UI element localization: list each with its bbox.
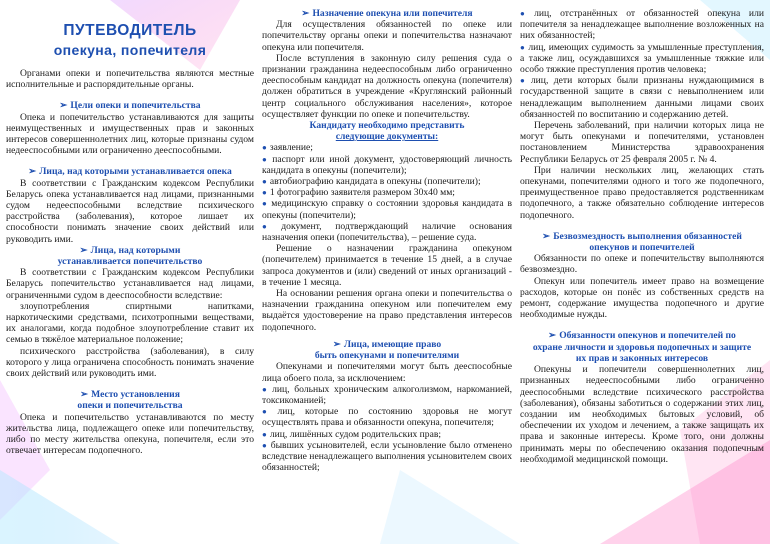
bullet-icon: ● <box>262 143 267 153</box>
bullet-icon: ● <box>262 440 268 450</box>
docs-list <box>262 142 512 243</box>
arrow-right-icon: ➢ <box>59 100 68 112</box>
bullet-icon: ● <box>262 154 270 164</box>
appoint-paragraph-1: Для осуществления обязанностей по опеке или попечительству органы опеки и попечительства назначают опекуна или попечителя. <box>262 19 512 53</box>
arrow-right-icon: ➢ <box>542 230 551 242</box>
arrow-right-icon: ➢ <box>301 8 310 19</box>
list-item: ● документ, подтверждающий наличие основания назначения опеки (попечительства), – решение суда. <box>262 220 512 244</box>
column-left <box>6 0 254 544</box>
brochure-title: ПУТЕВОДИТЕЛЬ <box>63 22 197 39</box>
arrow-right-icon: ➢ <box>28 166 37 178</box>
heading-free: ➢ Безвозмездность выполнения обязанностей опекунов и попечителей <box>542 230 742 254</box>
heading-popech: ➢ Лица, над которыми устанавливается попечительство <box>57 244 203 268</box>
list-item: ● медицинскую справку о состоянии здоровья кандидата в опекуны (попечители); <box>262 198 512 221</box>
appoint-paragraph-2: После вступления в законную силу решения суда о признании гражданина недееспособным либо ограниченно дееспособным кандидат на должность опекуна (попечителя) должен обратиться в учреждение «Круглянский районный центр социального обслуживания населения», которое осуществляет функции по опеке и попечительству. <box>262 52 512 120</box>
exclusions-list <box>262 384 512 474</box>
goals-paragraph: Опека и попечительство устанавливаются для защиты неимущественных и имущественных прав и законных интересов совершеннолетних лиц, которые признаны судом недееспособными или ограниченно дееспособными. <box>6 111 254 157</box>
heading-duties: ➢ Обязанности опекунов и попечителей по охране личности и здоровья подопечных и защите их прав и законных интересов <box>532 330 752 364</box>
bullet-icon: ● <box>262 188 267 198</box>
free-paragraph-2: Опекун или попечитель имеет право на возмещение расходов, которые он понёс из собственных средств на ремонт, содержание имущества подопечного и другие необходимые нужды. <box>520 275 764 321</box>
decision-paragraph-2: На основании решения органа опеки и попечительства о назначении гражданина опекуном или попечителем ему выдаётся удостоверение на право представления интересов подопечного. <box>262 288 512 333</box>
list-item: ● бывших усыновителей, если усыновление было отменено вследствие ненадлежащего выполнения усыновителем своих обязанностей; <box>262 439 512 474</box>
list-item: ● лиц, которые по состоянию здоровья не могут осуществлять права и обязанности опекуна, попечителя; <box>262 406 512 429</box>
column-right <box>520 0 764 544</box>
exclusions-list-cont <box>520 8 764 120</box>
diseases-list-paragraph: Перечень заболеваний, при наличии которых лица не могут быть опекунами и попечителями, установлен постановлением Министерства здравоохранения Республики Беларусь от 25 февраля 2005 г. № 4. <box>520 120 764 165</box>
bullet-icon: ● <box>262 221 279 231</box>
bullet-icon: ● <box>262 429 267 439</box>
rights-paragraph: Опекунами и попечителями могут быть дееспособные лица обоего пола, за исключением: <box>262 361 512 384</box>
free-paragraph-1: Обязанности по опеке и попечительству выполняются безвозмездно. <box>520 253 764 276</box>
list-item: ● заявление; <box>262 142 313 154</box>
arrow-right-icon: ➢ <box>548 330 557 342</box>
list-item: ● лиц, дети которых были признаны нуждающимися в государственной защите в связи с невыполнением или ненадлежащим выполнением данными лицами своих обязанностей по воспитанию и содержанию детей. <box>520 75 764 120</box>
arrow-right-icon: ➢ <box>80 389 89 401</box>
popech-reason-a: злоупотребления спиртными напитками, наркотическими средствами, психотропными веществами, их аналогами, когда подобное злоупотребление ставит их семью в тяжёлое материальное положение; <box>6 300 254 346</box>
list-item: ● лиц, больных хроническим алкоголизмом, наркоманией, токсикоманией; <box>262 383 512 406</box>
arrow-right-icon: ➢ <box>79 244 88 256</box>
list-item: ● лиц, лишённых судом родительских прав; <box>262 428 442 440</box>
bullet-icon: ● <box>262 199 269 209</box>
bullet-icon: ● <box>262 384 270 394</box>
heading-appoint: ➢ Назначение опекуна или попечителя <box>301 8 473 19</box>
decision-paragraph-1: Решение о назначении гражданина опекуном (попечителем) принимается в течение 15 дней, а в случае запроса документов и (или) сведений от иных организаций - в течение 1 месяца. <box>262 243 512 288</box>
column-middle <box>262 0 512 544</box>
several-candidates-paragraph: При наличии нескольких лиц, желающих стать опекунами, попечителями одного и того же подопечного, преимущественное право предоставляется родственникам подопечного, а также обязательно соблюдение интересов подопечного. <box>520 164 764 221</box>
bullet-icon: ● <box>262 177 267 187</box>
heading-goals: ➢ Цели опеки и попечительства <box>59 100 201 112</box>
popech-reason-b: психического расстройства (заболевания), в силу которого у лица ограничена способность понимать значение своих действий или руководить ими. <box>6 345 254 380</box>
heading-opeka: ➢ Лица, над которыми устанавливается опека <box>28 166 232 178</box>
list-item: ● автобиографию кандидата в опекуны (попечители); <box>262 176 481 188</box>
heading-docs: Кандидату необходимо представить следующие документы: <box>309 120 465 143</box>
opeka-paragraph: В соответствии с Гражданским кодексом Республики Беларусь опека устанавливается над лицами, признанными судом недееспособными вследствие психического расстройства (заболевания), которое лишает их способности понимать значение своих действий или руководить ими. <box>6 177 254 245</box>
intro-paragraph: Органами опеки и попечительства являются местные исполнительные и распорядительные органы. <box>6 68 254 91</box>
place-paragraph: Опека и попечительство устанавливаются по месту жительства лица, подлежащего опеке или попечительству, либо по месту жительства опекуна, попечителя, если это отвечает интересам подопечного. <box>6 411 254 457</box>
brochure-subtitle: опекуна, попечителя <box>53 42 207 58</box>
duties-paragraph: Опекуны и попечители совершеннолетних лиц, признанных недееспособными либо ограниченно дееспособными вследствие психического расстройства (заболевания), обязаны заботиться о содержании этих лиц, создании им необходимых бытовых условий, об обеспечении их уходом и лечением, а также защищать их права и законные интересы. Кроме того, они должны принимать меры по обеспечению оказания подопечным необходимой медицинской помощи. <box>520 364 764 465</box>
list-item: ● лиц, отстранённых от обязанностей опекуна или попечителя за ненадлежащее выполнение возложенных на них обязанностей; <box>520 8 764 42</box>
popech-paragraph: В соответствии с Гражданским кодексом Республики Беларусь попечительство устанавливается над лицами, ограниченными судом в дееспособности вследствие: <box>6 267 254 301</box>
bullet-icon: ● <box>262 407 275 417</box>
bullet-icon: ● <box>520 42 526 52</box>
list-item: ● 1 фотографию заявителя размером 30х40 мм; <box>262 187 455 199</box>
arrow-right-icon: ➢ <box>332 338 341 350</box>
heading-place: ➢ Место установления опеки и попечительства <box>77 389 183 412</box>
heading-rights: ➢ Лица, имеющие право быть опекунами и попечителями <box>314 338 460 362</box>
bullet-icon: ● <box>520 76 528 86</box>
list-item: ● лиц, имеющих судимость за умышленные преступления, а также лиц, осуждавшихся за умышленные тяжкие или особо тяжкие преступления против человека; <box>520 41 764 76</box>
bullet-icon: ● <box>520 9 532 18</box>
list-item: ● паспорт или иной документ, удостоверяющий личность кандидата в опекуны (попечители); <box>262 153 512 176</box>
